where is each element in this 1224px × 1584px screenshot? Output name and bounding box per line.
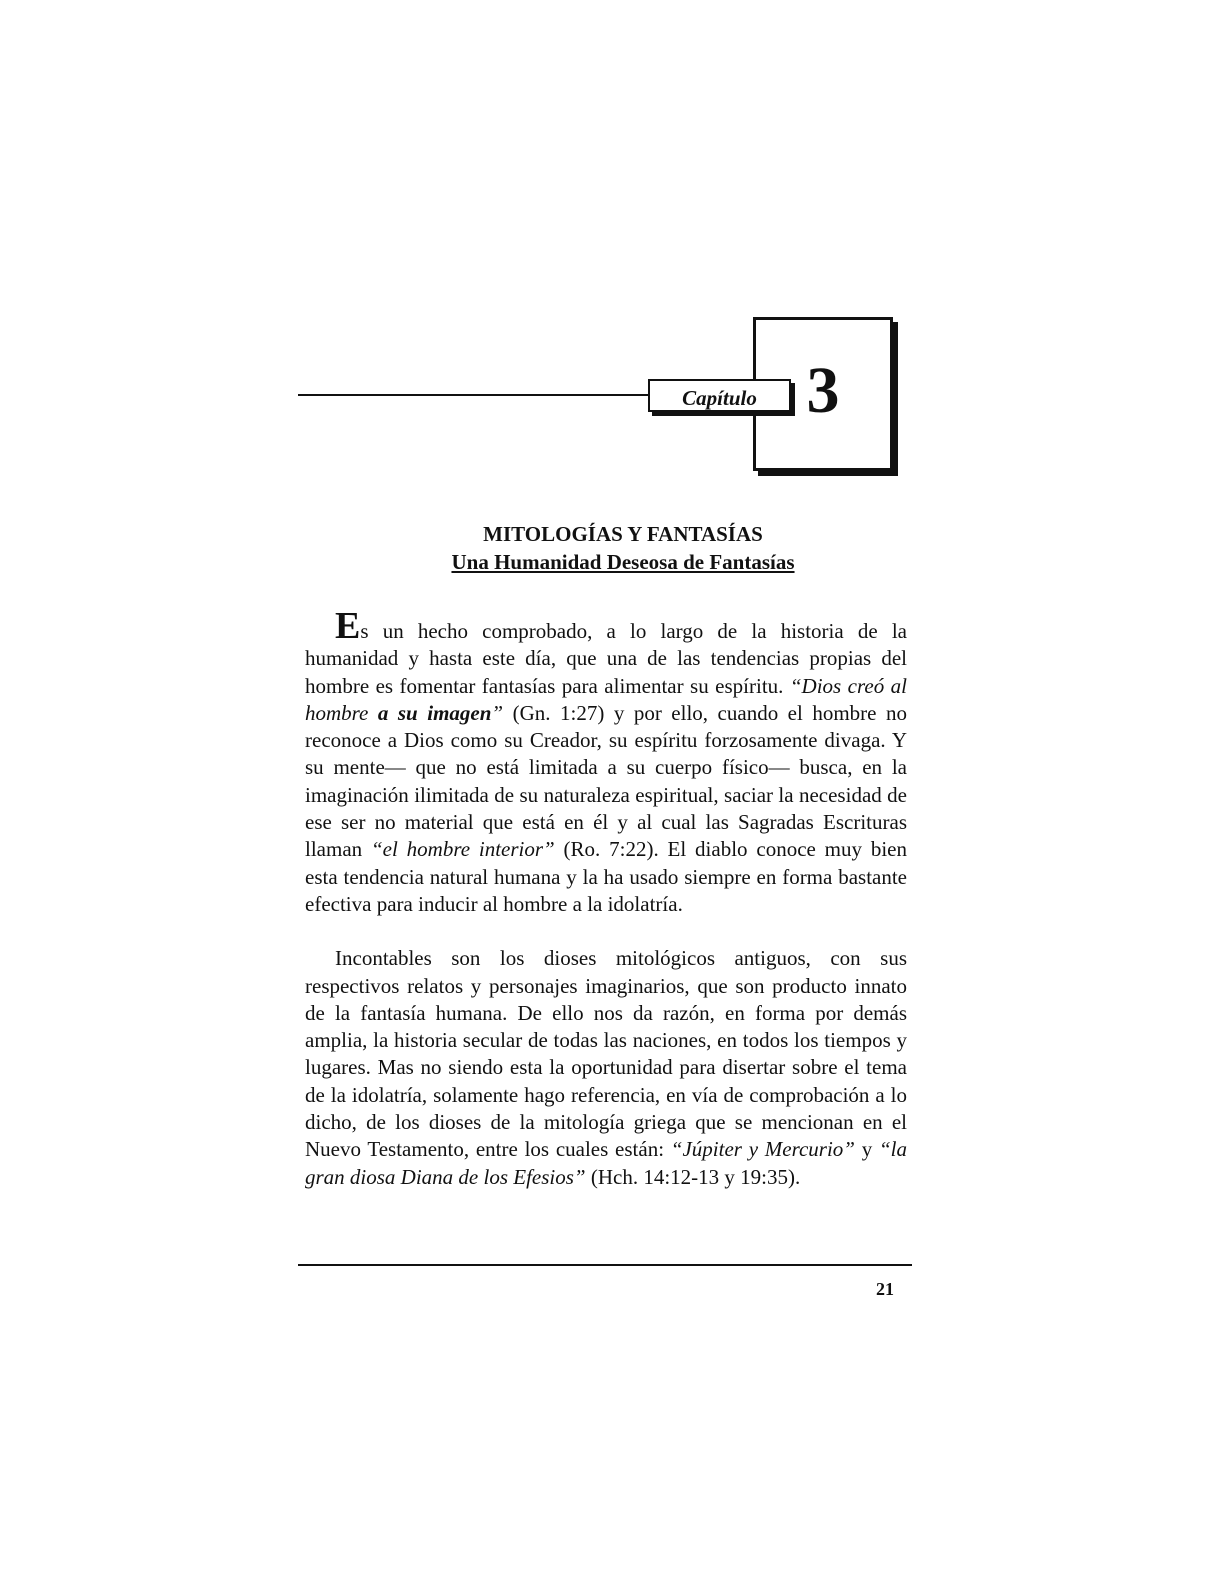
chapter-rule: [298, 394, 650, 396]
chapter-number: 3: [806, 354, 840, 427]
p1-quote-2: “el hombre interior”: [370, 837, 555, 862]
paragraph-1: [305, 605, 907, 918]
p1-quote-1a: “Dios creó al hombre: [305, 673, 907, 725]
chapter-titles: [300, 520, 946, 576]
chapter-label: Capítulo: [682, 386, 757, 410]
footer-rule: [298, 1264, 912, 1266]
drop-cap: E: [335, 605, 361, 647]
paragraph-2: [305, 945, 907, 1191]
p1-text-2: (Gn. 1:27) y por ello, cuando el hombre no reconoce a Dios como su Creador, su espíritu forzosamente divaga. Y su mente— que no está limitada a su cuerpo físico— busca, en la imaginación ilimitada de su naturaleza espiritual, saciar la necesidad de ese ser no material que está en él y al cual las Sagradas Escrituras llaman: [305, 700, 907, 862]
chapter-title: MITOLOGÍAS Y FANTASÍAS: [483, 522, 763, 546]
p2-text-3: (Hch. 14:12-13 y 19:35).: [585, 1164, 801, 1189]
p2-quote-2: “la gran diosa Diana de los Efesios”: [305, 1137, 907, 1189]
p2-text-1: Incontables son los dioses mitológicos antiguos, con sus respectivos relatos y personajes imaginarios, que son producto innato de la fantasía humana. De ello nos da razón, en forma por demás amplia, la historia secular de todas las naciones, en todos los tiempos y lugares. Mas no siendo esta la oportunidad para disertar sobre el tema de la idolatría, solamente hago referencia, en vía de comprobación a lo dicho, de los dioses de la mitología griega que se mencionan en el Nuevo Testamento, entre los cuales están:: [305, 946, 907, 1162]
body-text: [305, 605, 907, 1191]
chapter-label-box: [648, 379, 791, 412]
p2-quote-1: “Júpiter y Mercurio”: [670, 1137, 855, 1162]
chapter-subtitle: Una Humanidad Deseosa de Fantasías: [451, 550, 795, 574]
p1-text-3: (Ro. 7:22). El diablo conoce muy bien esta tendencia natural humana y la ha usado siempre en forma bastante efectiva para inducir al hombre a la idolatría.: [305, 837, 907, 916]
p1-quote-1c: ”: [491, 700, 504, 725]
page-number: 21: [876, 1279, 894, 1299]
p1-quote-1b: a su imagen: [377, 700, 492, 725]
p1-text-1: s un hecho comprobado, a lo largo de la historia de la humanidad y hasta este día, que una de las tendencias propias del hombre es fomentar fantasías para alimentar su espíritu.: [305, 619, 907, 698]
p2-text-2: y: [854, 1137, 879, 1162]
